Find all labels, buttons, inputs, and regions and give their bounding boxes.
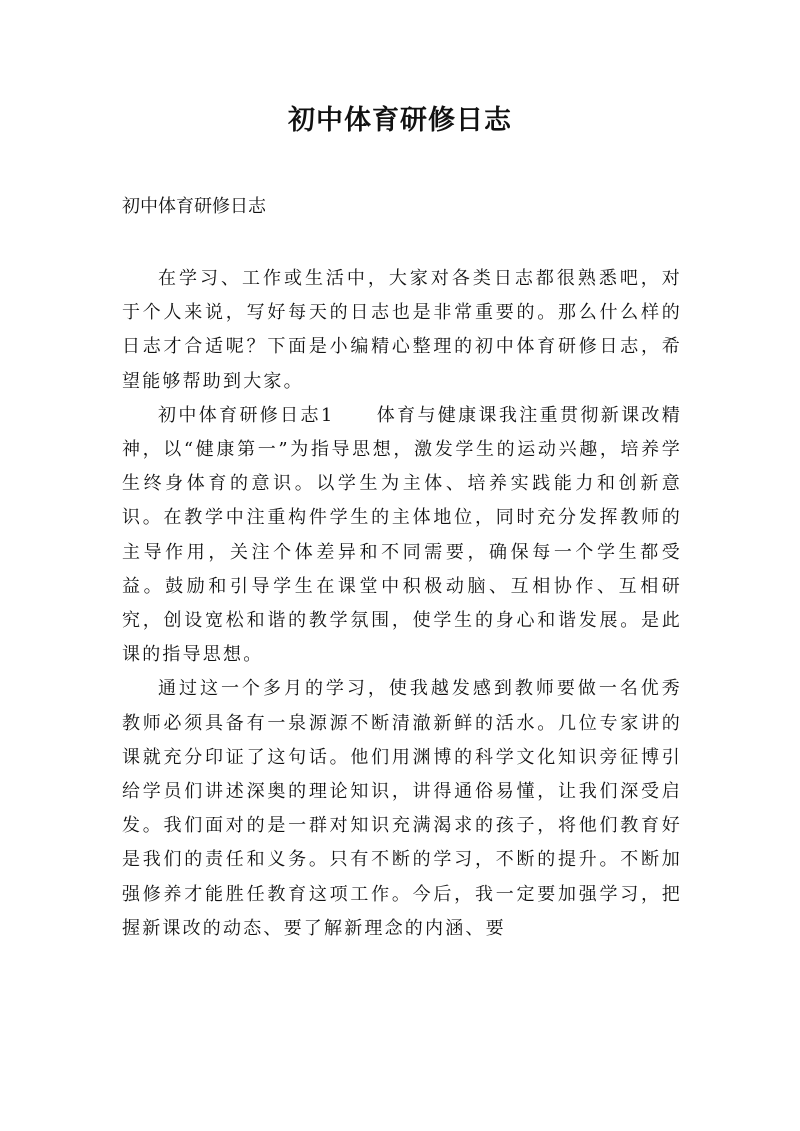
intro-paragraph: 在学习、工作或生活中，大家对各类日志都很熟悉吧，对于个人来说，写好每天的日志也是非常重要的。那么什么样的日志才合适呢？下面是小编精心整理的初中体育研修日志，希望能够帮助到大家。 xyxy=(122,268,682,392)
document-body xyxy=(122,262,682,946)
document-subtitle: 初中体育研修日志 xyxy=(122,196,266,217)
reflection-paragraph: 通过这一个多月的学习，使我越发感到教师要做一名优秀教师必须具备有一泉源源不断清澈新鲜的活水。几位专家讲的课就充分印证了这句话。他们用渊博的科学文化知识旁征博引给学员们讲述深奥的理论知识，讲得通俗易懂，让我们深受启发。我们面对的是一群对知识充满渴求的孩子，将他们教育好是我们的责任和义务。只有不断的学习，不断的提升。不断加强修养才能胜任教育这项工作。今后，我一定要加强学习，把握新课改的动态、要了解新理念的内涵、要 xyxy=(122,678,682,939)
log-1-paragraph xyxy=(122,399,682,673)
document-title: 初中体育研修日志 xyxy=(288,105,512,136)
log-1-text: 体育与健康课我注重贯彻新课改精神，以“健康第一”为指导思想，激发学生的运动兴趣，培养学生终身体育的意识。以学生为主体、培养实践能力和创新意识。在教学中注重构件学生的主体地位，同时充分发挥教师的主导作用，关注个体差异和不同需要，确保每一个学生都受益。鼓励和引导学生在课堂中积极动脑、互相协作、互相研究，创设宽松和谐的教学氛围，使学生的身心和谐发展。是此课的指导思想。 xyxy=(122,404,682,666)
log-1-heading: 初中体育研修日志1 xyxy=(158,404,335,426)
